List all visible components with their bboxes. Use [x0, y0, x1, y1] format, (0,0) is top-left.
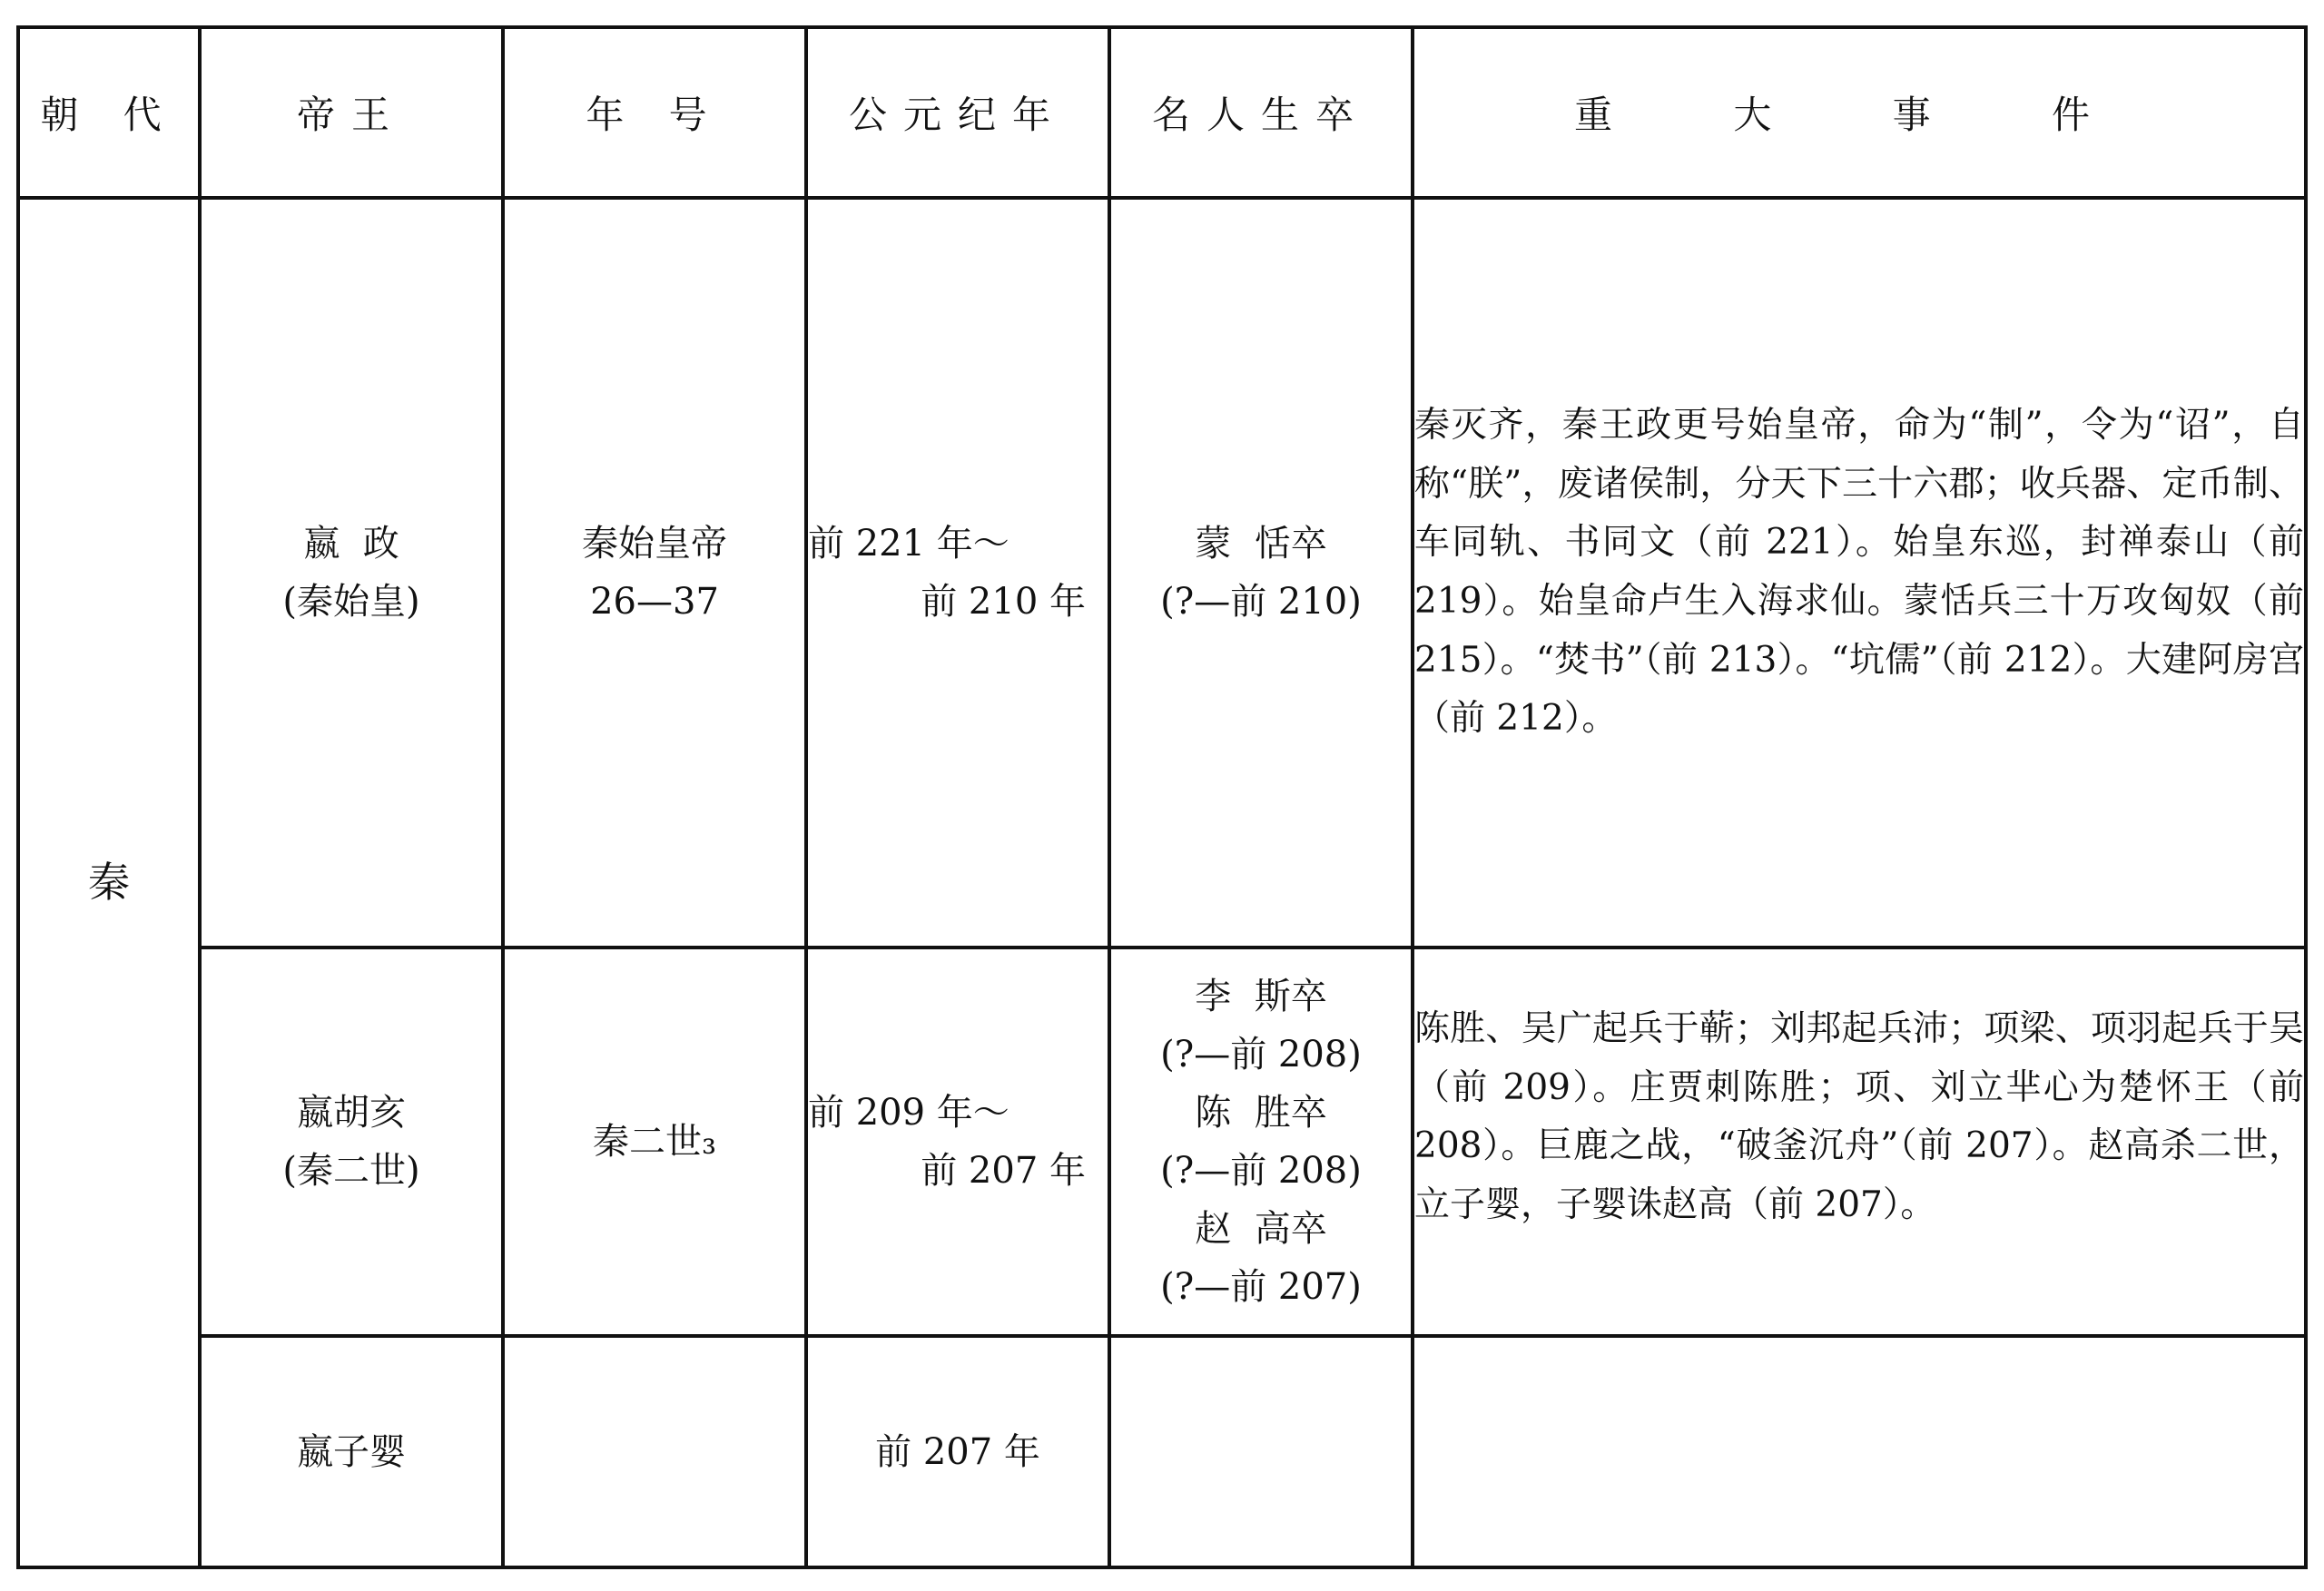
- emperor-cell: [200, 948, 503, 1336]
- era-name: 秦二世₃: [592, 1121, 717, 1163]
- era-cell: [503, 1336, 806, 1567]
- events-cell: 陈胜、吴广起兵于蕲；刘邦起兵沛；项梁、项羽起兵于吴（前 209）。庄贾刺陈胜；项、刘立芈心为楚怀王（前 208）。巨鹿之战，“破釜沉舟”（前 207）。赵高杀二世，立子婴，子婴诛赵高（前 207）。: [1413, 948, 2306, 1336]
- header-era: 年 号: [503, 27, 806, 198]
- people-cell: [1109, 198, 1413, 948]
- year-start: 前 207 年: [875, 1430, 1040, 1473]
- year-end: 前 210 年: [921, 581, 1086, 623]
- emperor-cell: [200, 198, 503, 948]
- header-emperor: 帝王: [200, 27, 503, 198]
- table-row: [18, 1336, 2306, 1567]
- header-people: 名人生卒: [1109, 27, 1413, 198]
- emperor-name: 嬴 政: [303, 523, 399, 565]
- years-cell: [806, 948, 1109, 1336]
- era-cell: [503, 948, 806, 1336]
- emperor-alt-name: (秦二世): [282, 1150, 420, 1192]
- person-dates: (?—前 208): [1160, 1150, 1362, 1192]
- years-cell: [806, 1336, 1109, 1567]
- year-start: 前 209 年～: [808, 1092, 1009, 1134]
- people-cell: [1109, 1336, 1413, 1567]
- person-dates: (?—前 208): [1160, 1034, 1362, 1075]
- person-dates: (?—前 210): [1160, 581, 1362, 623]
- header-row: [18, 27, 2306, 198]
- dynasty-cell: 秦: [18, 198, 200, 1567]
- person-name: 陈 胜卒: [1195, 1092, 1327, 1134]
- years-cell: [806, 198, 1109, 948]
- person-dates: (?—前 207): [1160, 1266, 1362, 1308]
- year-start: 前 221 年～: [808, 523, 1009, 565]
- era-cell: [503, 198, 806, 948]
- table-row: [18, 948, 2306, 1336]
- person-name: 李 斯卒: [1195, 976, 1327, 1017]
- year-end: 前 207 年: [921, 1150, 1086, 1192]
- person-name: 蒙 恬卒: [1195, 523, 1327, 565]
- emperor-cell: [200, 1336, 503, 1567]
- person-name: 赵 高卒: [1195, 1208, 1327, 1250]
- emperor-alt-name: (秦始皇): [282, 581, 420, 623]
- header-dynasty: 朝 代: [18, 27, 200, 198]
- era-years: 26—37: [590, 581, 719, 623]
- people-cell: [1109, 948, 1413, 1336]
- events-cell: [1413, 1336, 2306, 1567]
- header-years: 公元纪年: [806, 27, 1109, 198]
- header-events: 重 大 事 件: [1413, 27, 2306, 198]
- emperor-name: 嬴胡亥: [297, 1092, 406, 1134]
- emperor-name: 嬴子婴: [297, 1430, 406, 1473]
- table-row: [18, 198, 2306, 948]
- chronology-table: [16, 25, 2308, 1569]
- events-cell: 秦灭齐，秦王政更号始皇帝，命为“制”，令为“诏”，自称“朕”，废诸侯制，分天下三十六郡；收兵器、定币制、车同轨、书同文（前 221）。始皇东巡，封禅泰山（前 219）。始皇命卢生入海求仙。蒙恬兵三十万攻匈奴（前 215）。“焚书”（前 213）。“坑儒”（前 212）。大建阿房宫（前 212）。: [1413, 198, 2306, 948]
- era-name: 秦始皇帝: [582, 523, 727, 565]
